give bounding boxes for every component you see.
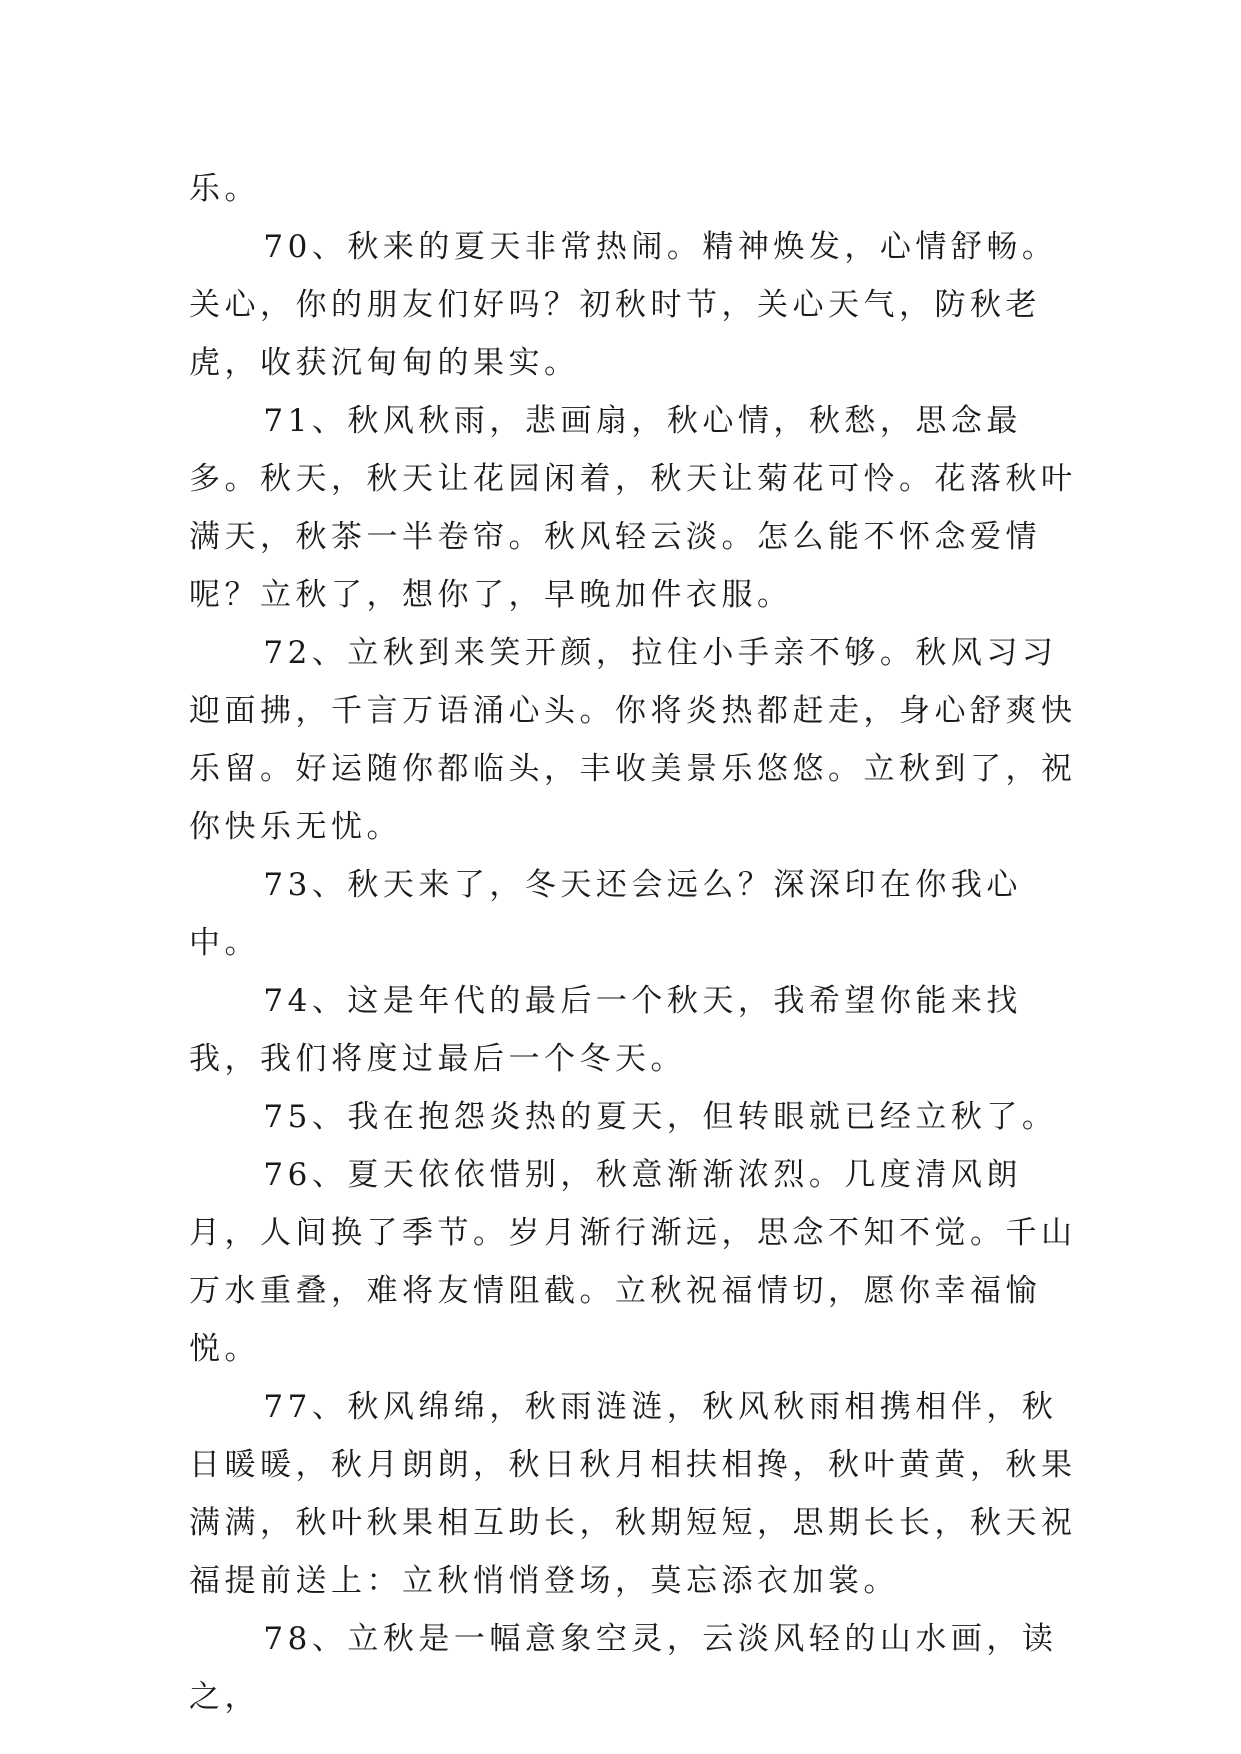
document-body: [189, 160, 1079, 1726]
paragraph-73: 73、秋天来了，冬天还会远么？深深印在你我心中。: [189, 867, 1022, 961]
paragraph-74: 74、这是年代的最后一个秋天，我希望你能来找我，我们将度过最后一个冬天。: [189, 983, 1022, 1077]
paragraph-75: 75、我在抱怨炎热的夏天，但转眼就已经立秋了。: [263, 1099, 1058, 1135]
paragraph-76: 76、夏天依依惜别，秋意渐渐浓烈。几度清风朗月，人间换了季节。岁月渐行渐远，思念不知不觉。千山万水重叠，难将友情阻截。立秋祝福情切，愿你幸福愉悦。: [189, 1157, 1077, 1367]
paragraph-70: 70、秋来的夏天非常热闹。精神焕发，心情舒畅。关心，你的朋友们好吗？初秋时节，关心天气，防秋老虎，收获沉甸甸的果实。: [189, 229, 1058, 381]
paragraph-71: 71、秋风秋雨，悲画扇，秋心情，秋愁，思念最多。秋天，秋天让花园闲着，秋天让菊花可怜。花落秋叶满天，秋茶一半卷帘。秋风轻云淡。怎么能不怀念爱情呢？立秋了，想你了，早晚加件衣服。: [189, 403, 1077, 613]
paragraph-continuation: 乐。: [189, 171, 260, 207]
paragraph-77: 77、秋风绵绵，秋雨涟涟，秋风秋雨相携相伴，秋日暖暖，秋月朗朗，秋日秋月相扶相搀，秋叶黄黄，秋果满满，秋叶秋果相互助长，秋期短短，思期长长，秋天祝福提前送上：立秋悄悄登场，莫忘添衣加裳。: [189, 1389, 1077, 1599]
paragraph-72: 72、立秋到来笑开颜，拉住小手亲不够。秋风习习迎面拂，千言万语涌心头。你将炎热都赶走，身心舒爽快乐留。好运随你都临头，丰收美景乐悠悠。立秋到了，祝你快乐无忧。: [189, 635, 1077, 845]
paragraph-78: 78、立秋是一幅意象空灵，云淡风轻的山水画，读之，: [189, 1621, 1058, 1715]
